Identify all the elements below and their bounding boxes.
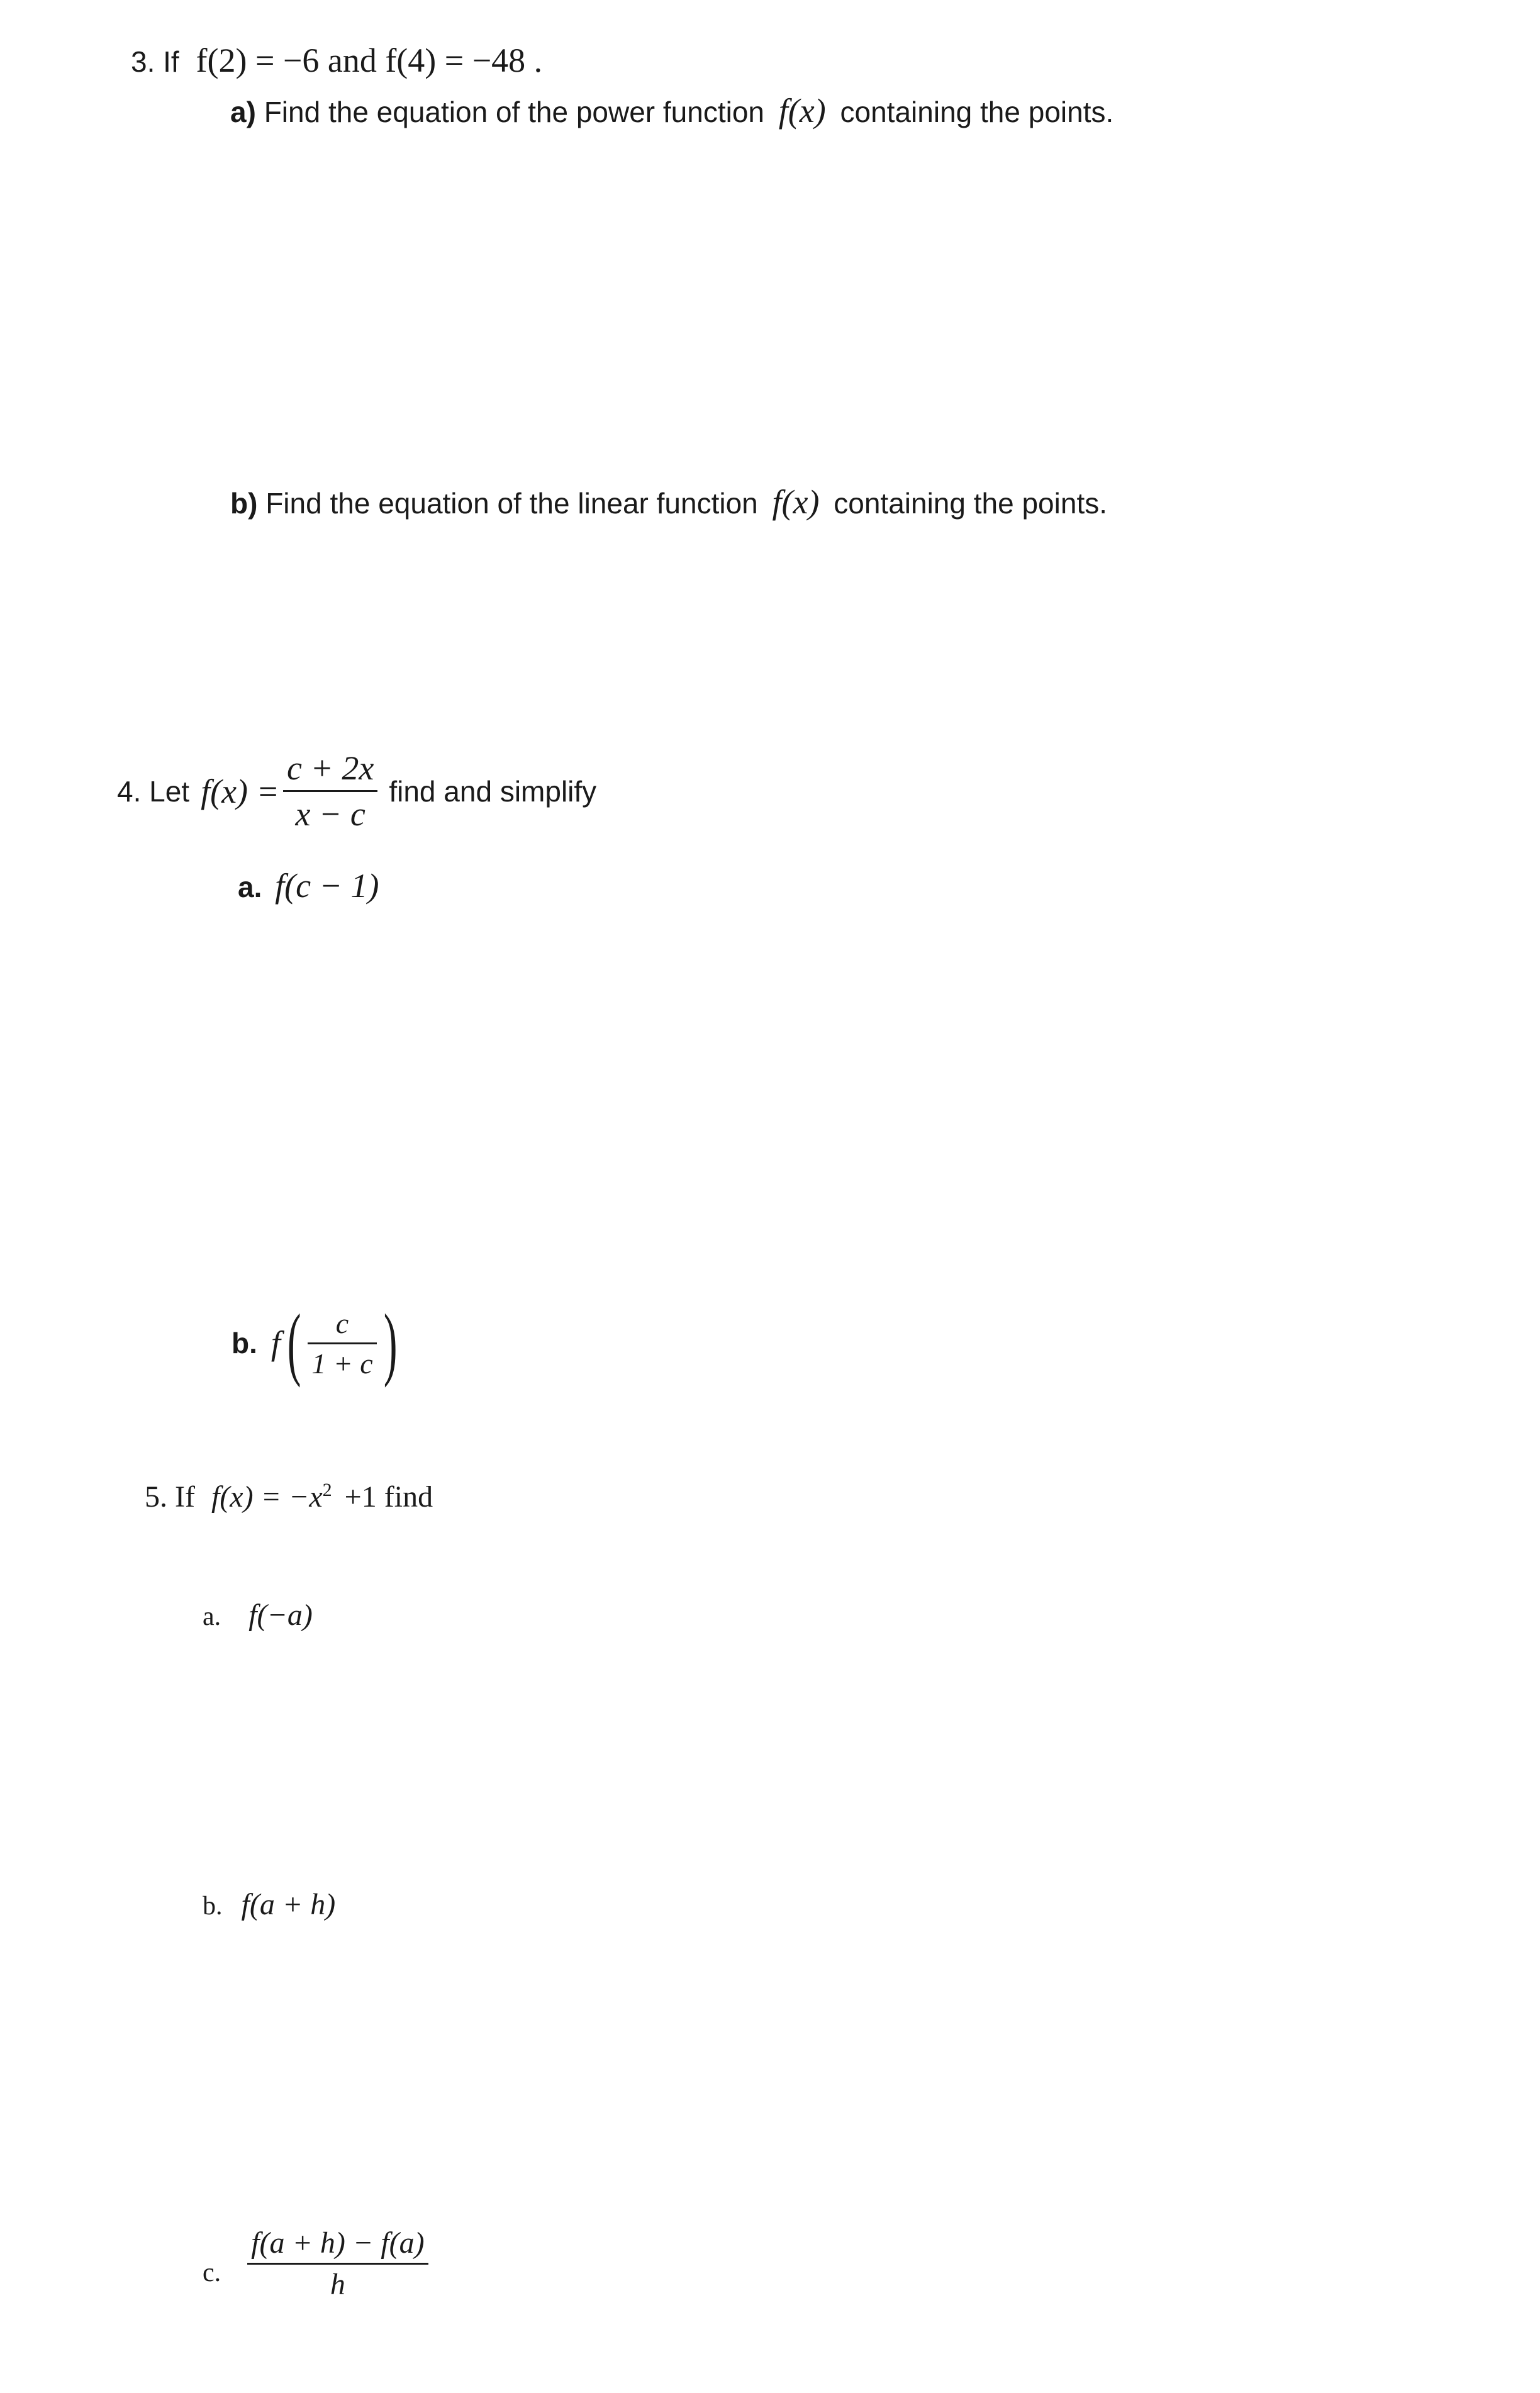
q5-part-c-fraction — [247, 2226, 428, 2302]
q4-fraction — [283, 749, 377, 834]
q3-header — [131, 43, 542, 79]
q4-part-b-fraction — [308, 1307, 376, 1380]
q5-fx-tail: +1 find — [344, 1480, 433, 1514]
q4-numerator: c + 2x — [286, 749, 374, 787]
q5-part-b-expr: f(a + h) — [241, 1888, 336, 1921]
q4-part-a-expr: f(c − 1) — [275, 867, 379, 905]
q3-part-b — [230, 484, 1107, 521]
q3-part-b-label: b) — [230, 487, 258, 520]
q5-part-c-den: h — [330, 2268, 345, 2301]
left-paren: ( — [287, 1298, 301, 1388]
q5-part-c — [203, 2226, 428, 2302]
q5-part-c-num: f(a + h) − f(a) — [251, 2226, 425, 2260]
q4-part-b-f: f — [271, 1324, 281, 1362]
q5-fx: f(x) = −x — [211, 1480, 323, 1514]
q4-part-a — [238, 868, 379, 905]
q4-number: 4. Let — [117, 774, 190, 808]
q5-part-b-label: b. — [203, 1892, 223, 1921]
q5-exponent: 2 — [322, 1480, 332, 1500]
q5-part-c-label: c. — [203, 2258, 221, 2287]
q4-part-b — [232, 1298, 404, 1388]
q3-part-b-tail: containing the points. — [834, 487, 1108, 520]
q5-part-b — [203, 1887, 335, 1922]
q5-part-a — [203, 1598, 313, 1632]
q4-fx-lhs: f(x) = — [201, 772, 279, 810]
q4-part-b-num: c — [335, 1307, 349, 1339]
q3-part-a — [230, 93, 1113, 130]
q3-part-b-text: Find the equation of the linear function — [265, 487, 758, 520]
q3-condition: f(2) = −6 and f(4) = −48 . — [196, 42, 543, 79]
q4-denominator: x − c — [295, 795, 365, 833]
q5-number: 5. If — [145, 1480, 195, 1514]
q3-part-a-fx: f(x) — [778, 92, 826, 130]
q5-header — [145, 1480, 433, 1514]
q4-instruction: find and simplify — [389, 774, 597, 808]
q4-header — [117, 749, 596, 834]
q3-number: 3. If — [131, 45, 179, 78]
q5-part-a-expr: f(−a) — [248, 1598, 313, 1632]
q3-part-b-fx: f(x) — [772, 483, 820, 521]
q3-part-a-tail: containing the points. — [840, 96, 1114, 128]
q4-part-a-label: a. — [238, 871, 262, 903]
q3-part-a-text: Find the equation of the power function — [264, 96, 765, 128]
q4-part-b-label: b. — [232, 1327, 257, 1359]
q4-part-b-den: 1 + c — [311, 1347, 373, 1380]
q5-part-a-label: a. — [203, 1602, 221, 1631]
q3-part-a-label: a) — [230, 96, 256, 128]
right-paren: ) — [383, 1298, 398, 1388]
